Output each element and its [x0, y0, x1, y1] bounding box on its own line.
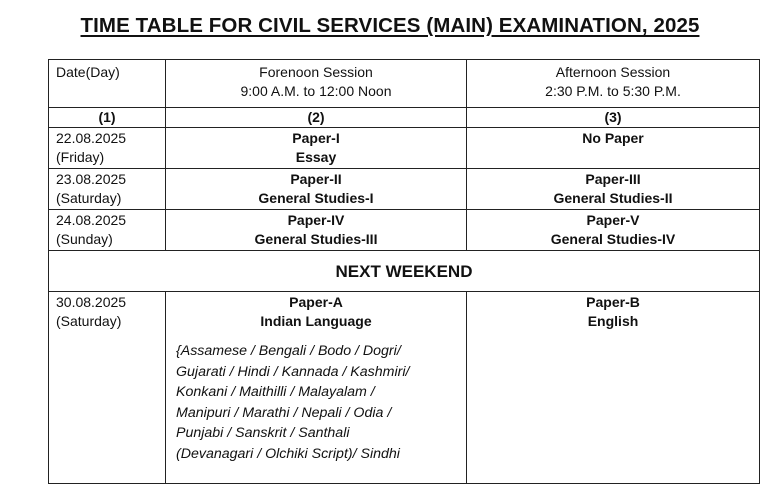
forenoon-time: 9:00 A.M. to 12:00 Noon — [240, 83, 392, 99]
next-weekend-heading: NEXT WEEKEND — [49, 251, 760, 292]
language-line: Konkani / Maithilli / Malayalam / — [176, 384, 375, 400]
paper: Paper-I — [292, 130, 340, 146]
col-number-3: (3) — [467, 108, 760, 128]
date-cell — [49, 128, 166, 169]
language-line: Gujarati / Hindi / Kannada / Kashmiri/ — [176, 363, 410, 380]
date: 24.08.2025 — [56, 212, 127, 228]
date-cell — [49, 292, 166, 484]
afternoon-cell — [467, 292, 760, 484]
header-row — [49, 60, 760, 108]
forenoon-cell — [166, 169, 467, 210]
header-date-label: Date(Day) — [56, 64, 120, 80]
language-line: Punjabi / Sanskrit / Santhali — [176, 425, 350, 441]
afternoon-label: Afternoon Session — [555, 64, 671, 80]
table-row — [49, 128, 760, 169]
day: (Sunday) — [56, 231, 113, 247]
subject: General Studies-IV — [550, 231, 676, 247]
language-line: (Devanagari / Olchiki Script)/ Sindhi — [176, 445, 400, 462]
forenoon-cell — [166, 128, 467, 169]
paper: No Paper — [582, 130, 644, 146]
afternoon-cell — [467, 128, 760, 169]
paper: Paper-B — [586, 294, 640, 310]
date: 30.08.2025 — [56, 294, 127, 310]
afternoon-time: 2:30 P.M. to 5:30 P.M. — [545, 83, 681, 99]
paper: Paper-II — [290, 171, 342, 187]
afternoon-cell — [467, 169, 760, 210]
table-row — [49, 169, 760, 210]
subject: General Studies-I — [258, 190, 374, 206]
table-row — [49, 210, 760, 251]
subject: Indian Language — [260, 313, 372, 329]
forenoon-cell — [166, 292, 467, 484]
page-title: TIME TABLE FOR CIVIL SERVICES (MAIN) EXAMINATION, 2025 — [80, 14, 700, 37]
subject: General Studies-II — [553, 190, 673, 206]
column-number-row — [49, 108, 760, 128]
subject: Essay — [295, 149, 337, 165]
forenoon-cell — [166, 210, 467, 251]
day: (Saturday) — [56, 190, 122, 206]
next-weekend-row — [49, 251, 760, 292]
day: (Friday) — [56, 149, 105, 165]
day: (Saturday) — [56, 313, 122, 329]
header-afternoon — [467, 60, 760, 108]
language-list — [166, 341, 466, 464]
afternoon-cell — [467, 210, 760, 251]
col-number-1: (1) — [49, 108, 166, 128]
date-cell — [49, 210, 166, 251]
header-forenoon — [166, 60, 467, 108]
paper: Paper-A — [289, 294, 343, 310]
date: 22.08.2025 — [56, 130, 127, 146]
subject: English — [587, 313, 639, 329]
forenoon-label: Forenoon Session — [259, 64, 373, 80]
date-cell — [49, 169, 166, 210]
table-row — [49, 292, 760, 484]
paper: Paper-III — [585, 171, 641, 187]
date: 23.08.2025 — [56, 171, 127, 187]
language-line: Manipuri / Marathi / Nepali / Odia / — [176, 404, 392, 421]
language-line: {Assamese / Bengali / Bodo / Dogri/ — [176, 343, 401, 359]
subject: General Studies-III — [254, 231, 378, 247]
timetable — [48, 59, 760, 484]
col-number-2: (2) — [166, 108, 467, 128]
header-date-day — [49, 60, 166, 108]
paper: Paper-V — [586, 212, 640, 228]
paper: Paper-IV — [287, 212, 345, 228]
